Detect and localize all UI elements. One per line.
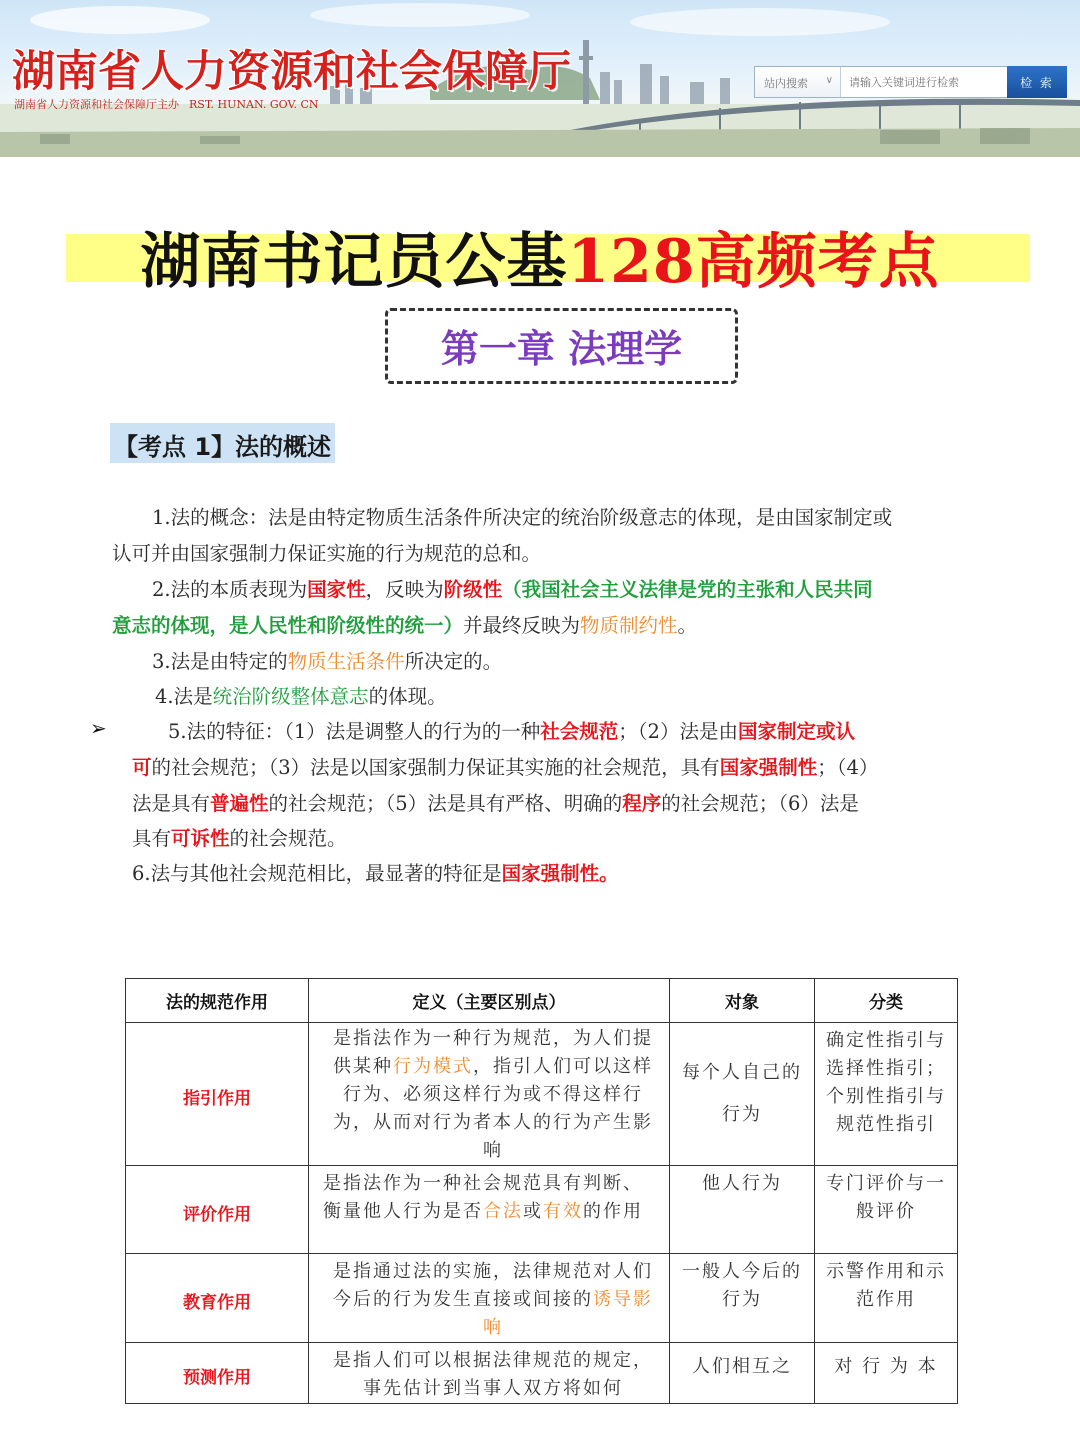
table-row [126,1343,958,1404]
text-run: ，反映为 [365,578,444,601]
body-line [132,823,347,851]
function-name: 教育作用 [126,1254,309,1343]
text-run: 的社会规范。 [229,827,347,850]
text-run: 或 [523,1201,543,1222]
function-name: 评价作用 [126,1166,309,1254]
table-row [126,1023,958,1166]
keyword: 物质制约性 [580,614,678,637]
body-line [152,646,502,674]
function-name: 指引作用 [126,1023,309,1166]
text-run: 3.法是由特定的 [152,650,288,673]
text-run: 并最终反映为 [463,614,581,637]
site-subtitle [14,96,319,112]
keyword: 国家性 [307,578,366,601]
site-banner [0,0,1080,157]
text-run: 。 [677,614,698,637]
page-title [0,214,1080,300]
text-run: ，指引人们可以这样行为、必须这样行为或不得这样行为，从而对行为者本人的行为产生影响 [333,1056,653,1161]
text-run: 是指法作为一种行为规范，为人们提供某种 [333,1028,653,1077]
function-definition [309,1166,670,1254]
keyword: 。 [599,862,619,885]
keyword: 行为模式 [393,1056,473,1077]
function-classification: 专门评价与一般评价 [815,1166,958,1254]
keyword: 阶级性 [443,578,503,601]
text-run: 的社会规范；（6）法是 [661,792,859,815]
title-highlight: 128高频考点 [567,227,940,297]
function-name: 预测作用 [126,1343,309,1404]
search-input[interactable] [841,67,1007,97]
column-header: 对象 [670,979,815,1023]
site-sponsor: 湖南省人力资源和社会保障厅主办 [14,98,179,111]
norm-functions-table [125,978,958,1404]
text-run: 2.法的本质表现为 [152,578,308,601]
body-line [132,788,859,816]
table-row [126,1254,958,1343]
column-header: 分类 [815,979,958,1023]
keyword: 诱导影响 [483,1289,653,1338]
text-run: ；（4） [817,756,879,779]
text-run: 4.法是 [155,685,213,708]
keyword: 合法 [483,1201,523,1222]
keyword: 国家强制性 [501,862,600,885]
title-prefix: 湖南书记员公基 [140,227,568,297]
keyword: 程序 [622,792,662,815]
text-run: 的作用 [583,1201,643,1222]
function-object: 每个人自己的行为 [670,1023,815,1166]
keyword: 可诉性 [171,827,230,850]
body-line [132,752,878,780]
body-line [152,574,873,602]
text-run: 具有 [132,827,172,850]
column-header: 定义（主要区别点） [309,979,670,1023]
body-line [132,858,619,886]
function-definition [309,1254,670,1343]
table-header-row [126,979,958,1023]
site-title: 湖南省人力资源和社会保障厅 [12,47,571,97]
note-text: （我国社会主义法律是党的主张和人民共同 [502,578,873,601]
note-text: 意志的体现，是人民性和阶级性的统一） [112,614,464,637]
function-classification: 示警作用和示范作用 [815,1254,958,1343]
search-button[interactable]: 检 索 [1007,66,1067,98]
keyword: 国家制定或认 [737,720,855,743]
text-run: ；（2）法是由 [618,720,738,743]
body-line [112,610,697,638]
body-line [112,538,541,566]
arrow-bullet-icon: ➢ [90,716,107,740]
function-definition [309,1023,670,1166]
body-line [152,502,892,530]
keyword: 社会规范 [540,720,619,743]
keyword: 有效 [543,1201,583,1222]
keyword: 普遍性 [210,792,269,815]
text-run: 是指法作为一种社会规范具有判断、衡量他人行为是否 [323,1173,643,1222]
keyword: 可 [132,756,152,779]
text-run: 6.法与其他社会规范相比，最显著的特征是 [132,862,502,885]
function-classification: 确定性指引与选择性指引；个别性指引与规范性指引 [815,1023,958,1166]
keyword: 国家强制性 [719,756,818,779]
text-run: 1.法的概念：法是由特定物质生活条件所决定的统治阶级意志的体现，是由国家制定或 [152,506,893,529]
chapter-title: 第一章 法理学 [440,327,683,371]
search-scope-select[interactable] [755,67,841,97]
text-run: 5.法的特征：（1）法是调整人的行为的一种 [168,720,541,743]
text-run: 是指通过法的实施，法律规范对人们今后的行为发生直接或间接的 [333,1261,653,1310]
table-row [126,1166,958,1254]
function-object: 他人行为 [670,1166,815,1254]
chevron-down-icon: ∨ [825,75,833,86]
function-object: 人们相互之 [670,1343,815,1404]
keyword: 物质生活条件 [287,650,405,673]
text-run: 的社会规范；（5）法是具有严格、明确的 [268,792,623,815]
body-line [155,681,447,709]
search-scope-label: 站内搜索 [764,77,808,90]
text-run: 认可并由国家强制力保证实施的行为规范的总和。 [112,542,542,565]
section-heading: 【考点 1】法的概述 [110,423,335,463]
text-run: 法是具有 [132,792,211,815]
function-object: 一般人今后的行为 [670,1254,815,1343]
text-run: 所决定的。 [404,650,503,673]
function-classification: 对 行 为 本 [815,1343,958,1404]
site-search [754,66,1067,98]
site-domain: RST. HUNAN. GOV. CN [189,98,319,111]
text-run: 的体现。 [368,685,447,708]
text-run: 的社会规范；（3）法是以国家强制力保证其实施的社会规范，具有 [151,756,720,779]
function-definition: 是指人们可以根据法律规范的规定，事先估计到当事人双方将如何 [309,1343,670,1404]
keyword: 统治阶级整体意志 [212,685,369,708]
column-header: 法的规范作用 [126,979,309,1023]
body-line [168,716,855,744]
